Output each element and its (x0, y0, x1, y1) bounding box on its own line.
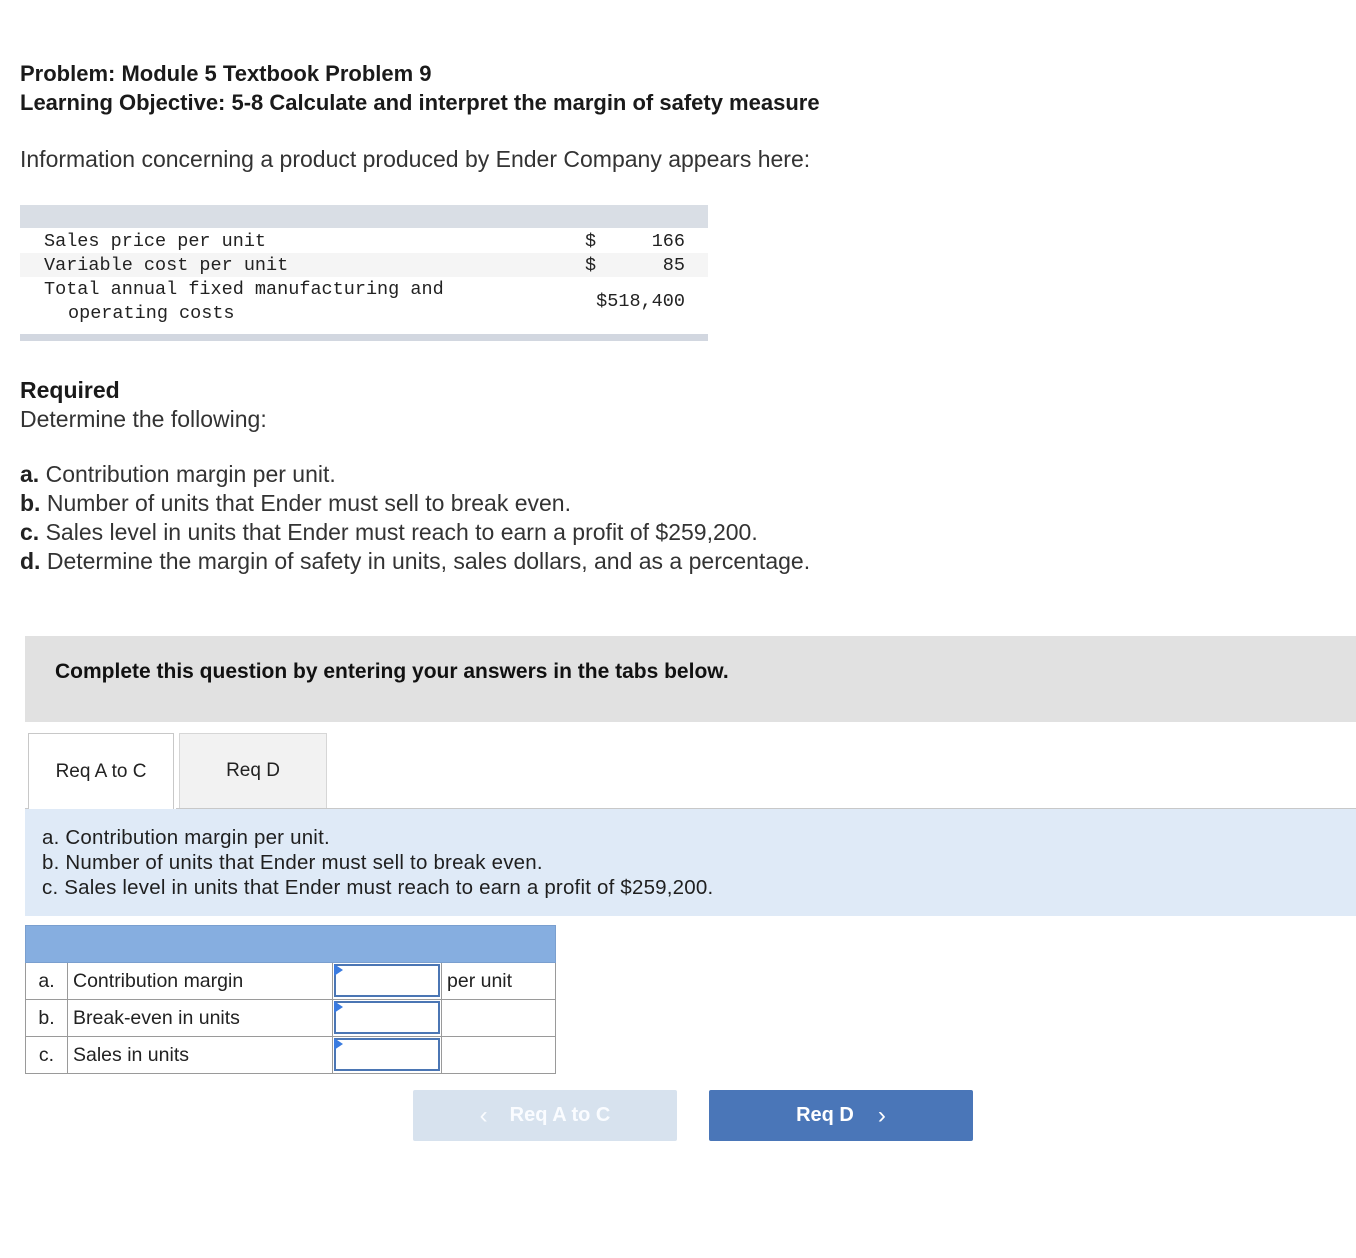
tab-label: Req D (226, 760, 280, 781)
tab-req-a-to-c[interactable] (28, 733, 174, 809)
row-label: Break-even in units (73, 1006, 240, 1029)
break-even-units-input[interactable] (334, 1001, 440, 1034)
info-label-line2: operating costs (68, 303, 235, 324)
answer-row-break-even (25, 1000, 556, 1037)
tab-instructions-panel (25, 809, 1356, 916)
chevron-right-icon: › (877, 1101, 886, 1129)
item-letter: b. (20, 490, 41, 516)
row-letter: c. (26, 1037, 68, 1073)
item-letter: d. (20, 548, 41, 574)
next-button-label: Req D (796, 1104, 854, 1126)
info-row-sales-price (20, 229, 708, 253)
row-label: Sales in units (73, 1043, 189, 1066)
required-list (20, 460, 810, 576)
info-value: $518,400 (596, 291, 685, 312)
next-req-button[interactable] (709, 1090, 973, 1141)
tab-label: Req A to C (55, 760, 147, 782)
info-row-fixed-costs (20, 277, 708, 333)
required-subtitle: Determine the following: (20, 406, 267, 432)
product-info-table (20, 205, 708, 341)
item-text: Number of units that Ender must sell to break even. (46, 490, 571, 516)
tab-req-d[interactable] (179, 733, 327, 808)
info-label: Variable cost per unit (44, 255, 289, 276)
contribution-margin-input[interactable] (334, 964, 440, 997)
learning-objective: Learning Objective: 5-8 Calculate and interpret the margin of safety measure (20, 90, 820, 115)
answer-flag-icon (334, 1038, 343, 1050)
table-bottom-bar (20, 334, 708, 341)
table-top-bar (20, 205, 708, 228)
row-letter: a. (26, 963, 68, 999)
info-row-variable-cost (20, 253, 708, 277)
answer-table-header (25, 925, 556, 963)
item-text: Contribution margin per unit. (45, 461, 336, 487)
instruction-text: Complete this question by entering your answers in the tabs below. (55, 660, 729, 683)
tab-instruction-line: a. Contribution margin per unit. (42, 826, 330, 849)
instruction-banner (25, 636, 1356, 722)
input-cell (332, 963, 442, 999)
sales-units-input[interactable] (334, 1038, 440, 1071)
item-letter: a. (20, 461, 40, 487)
answer-row-contribution-margin (25, 963, 556, 1000)
item-text: Sales level in units that Ender must reach to earn a profit of $259,200. (45, 519, 758, 545)
answer-flag-icon (334, 1001, 343, 1013)
info-value: 85 (662, 255, 685, 276)
prev-button-label: Req A to C (509, 1104, 611, 1126)
problem-title: Problem: Module 5 Textbook Problem 9 (20, 61, 432, 86)
dollar-sign: $ (585, 231, 597, 252)
item-text: Determine the margin of safety in units, sales dollars, and as a percentage. (46, 548, 811, 574)
row-letter: b. (26, 1000, 68, 1036)
unit-label: per unit (447, 969, 513, 992)
info-label-line1: Total annual fixed manufacturing and (44, 279, 444, 300)
chevron-left-icon: ‹ (479, 1101, 488, 1129)
required-heading: Required (20, 377, 120, 403)
item-letter: c. (20, 519, 40, 545)
tab-instruction-line: b. Number of units that Ender must sell to break even. (42, 851, 543, 874)
dollar-sign: $ (585, 255, 597, 276)
info-value: 166 (651, 231, 685, 252)
info-label: Sales price per unit (44, 231, 267, 252)
tab-instruction-line: c. Sales level in units that Ender must reach to earn a profit of $259,200. (42, 876, 714, 899)
answer-flag-icon (334, 964, 343, 976)
answer-row-sales-units (25, 1037, 556, 1074)
row-label: Contribution margin (73, 969, 244, 992)
input-cell (332, 1037, 442, 1073)
input-cell (332, 1000, 442, 1036)
list-item (20, 518, 810, 547)
list-item (20, 547, 810, 576)
prev-req-button[interactable] (413, 1090, 677, 1141)
list-item (20, 460, 810, 489)
list-item (20, 489, 810, 518)
intro-text: Information concerning a product produced by Ender Company appears here: (20, 146, 811, 172)
